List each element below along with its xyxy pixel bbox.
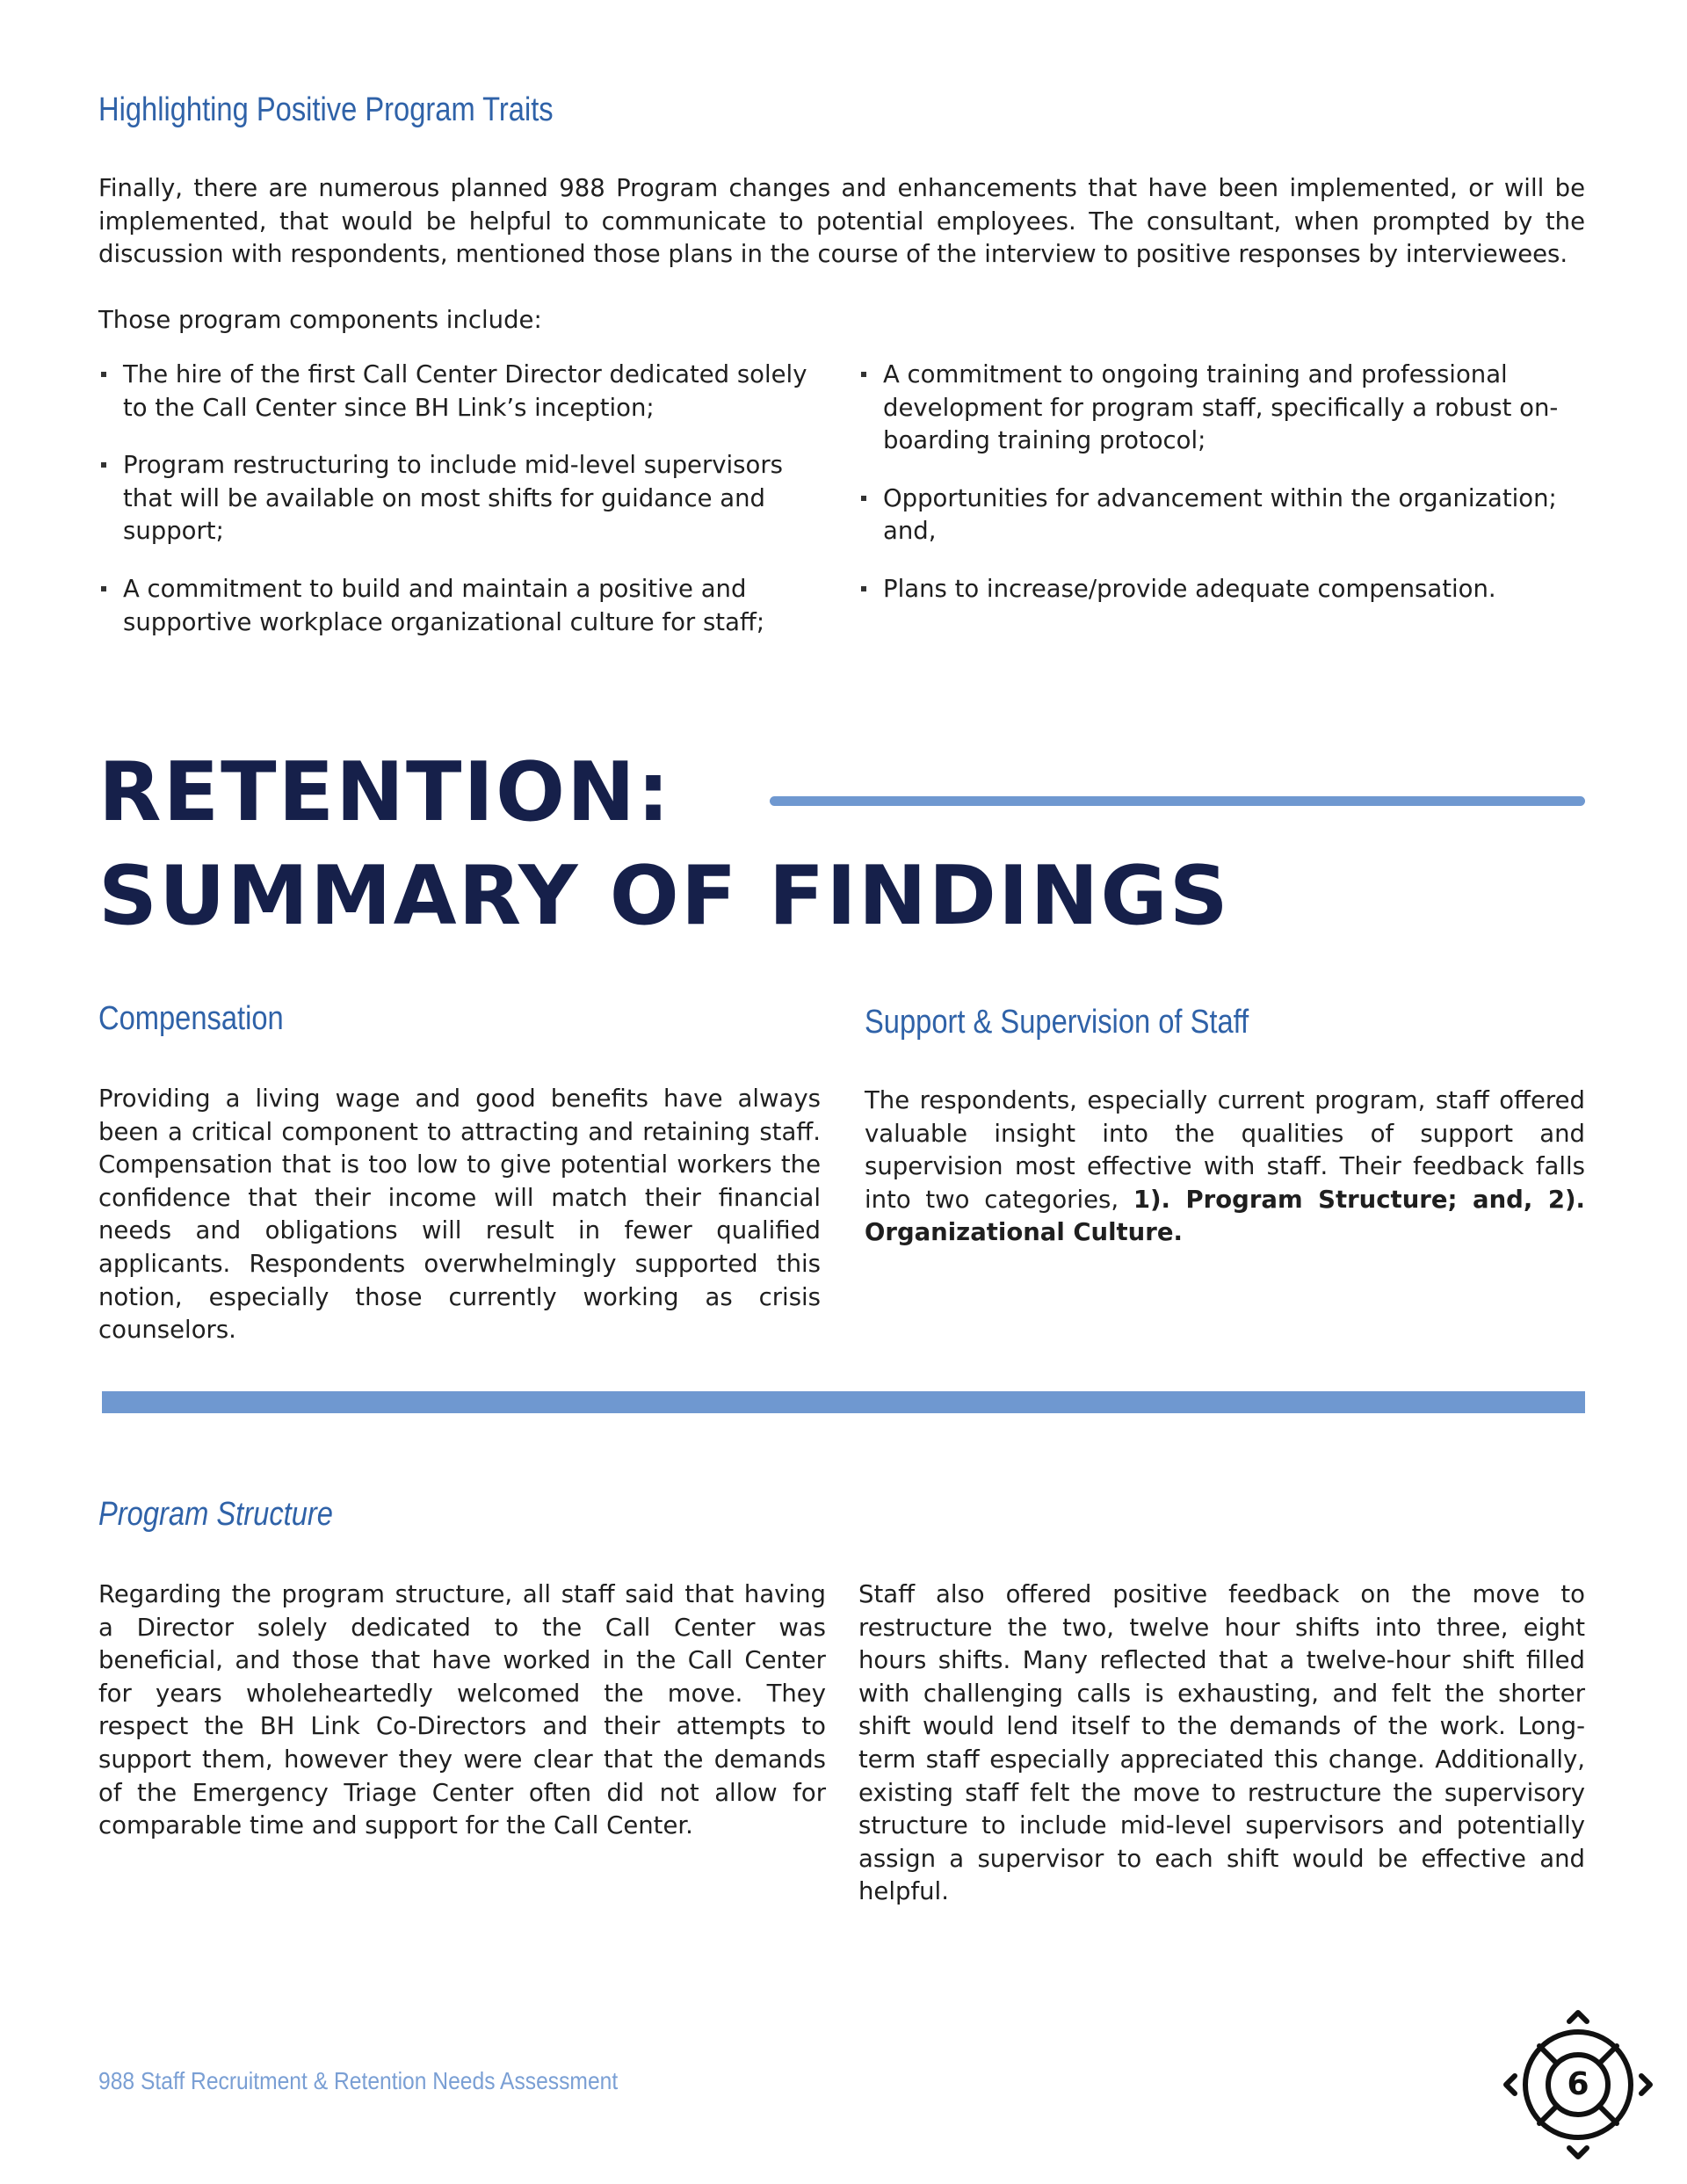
list-item: Plans to increase/provide adequate compensation.	[858, 573, 1570, 606]
title-divider	[770, 796, 1585, 806]
list-item: The hire of the first Call Center Director dedicated solely to the Call Center since BH Link’s inception;	[98, 359, 819, 424]
list-item: A commitment to ongoing training and professional development for program staff, specifically a robust on-boarding training protocol;	[858, 359, 1570, 458]
page-number: 6	[1567, 2066, 1589, 2102]
retention-title	[98, 740, 1230, 947]
support-body-text: The respondents, especially current program, staff offered valuable insight into the qualities of support and supervision most effective with staff. Their feedback falls into two categories,	[865, 1086, 1585, 1214]
list-item: Program restructuring to include mid-level supervisors that will be available on most shifts for guidance and support;	[98, 449, 819, 548]
program-structure-right-paragraph: Staff also offered positive feedback on the move to restructure the two, twelve hour shifts into three, eight hours shifts. Many reflected that a twelve-hour shift filled with challenging calls is exhausting, and felt the shorter shift would lend itself to the demands of the work. Long-term staff especially appreciated this change. Additionally, existing staff felt the move to restructure the supervisory structure to include mid-level supervisors and potentially assign a supervisor to each shift would be effective and helpful.	[858, 1580, 1585, 1906]
traits-intro-paragraph: Finally, there are numerous planned 988 Program changes and enhancements that have been implemented, or will be implemented, that would be helpful to communicate to potential employees. The consultant, when prompted by the discussion with respondents, mentioned those plans in the course of the interview to positive responses by interviewees.	[98, 174, 1585, 269]
retention-title-line1: RETENTION:	[98, 744, 672, 839]
right-bullet-list	[858, 359, 1570, 631]
left-bullet-list	[98, 359, 819, 664]
footer-title: 988 Staff Recruitment & Retention Needs Assessment	[98, 2067, 619, 2094]
page-badge	[1502, 2009, 1654, 2160]
list-item: A commitment to build and maintain a positive and supportive workplace organizational culture for staff;	[98, 573, 819, 639]
traits-heading: Highlighting Positive Program Traits	[98, 91, 554, 128]
program-structure-heading: Program Structure	[98, 1496, 333, 1533]
compensation-paragraph: Providing a living wage and good benefits have always been a critical component to attracting and retaining staff. Compensation that is too low to give potential workers the confidence that their income will match their financial needs and obligations will result in fewer qualified applicants. Respondents overwhelmingly supported this notion, especially those currently working as crisis counselors.	[98, 1085, 821, 1345]
compensation-heading: Compensation	[98, 1000, 284, 1037]
section-divider	[102, 1391, 1585, 1413]
list-item: Opportunities for advancement within the organization; and,	[858, 483, 1570, 548]
program-structure-left-paragraph: Regarding the program structure, all staff said that having a Director solely dedicated to the Call Center was beneficial, and those that have worked in the Call Center for years wholeheartedly welcomed the move. They respect the BH Link Co-Directors and their attempts to support them, however they were clear that the demands of the Emergency Triage Center often did not allow for comparable time and support for the Call Center.	[98, 1580, 826, 1840]
support-paragraph	[865, 1085, 1585, 1250]
components-label: Those program components include:	[98, 306, 542, 334]
support-body-bold: 1). Program Structure; and, 2). Organizational Culture.	[865, 1185, 1585, 1247]
support-heading: Support & Supervision of Staff	[865, 1004, 1249, 1041]
retention-title-line2: SUMMARY OF FINDINGS	[98, 848, 1230, 943]
